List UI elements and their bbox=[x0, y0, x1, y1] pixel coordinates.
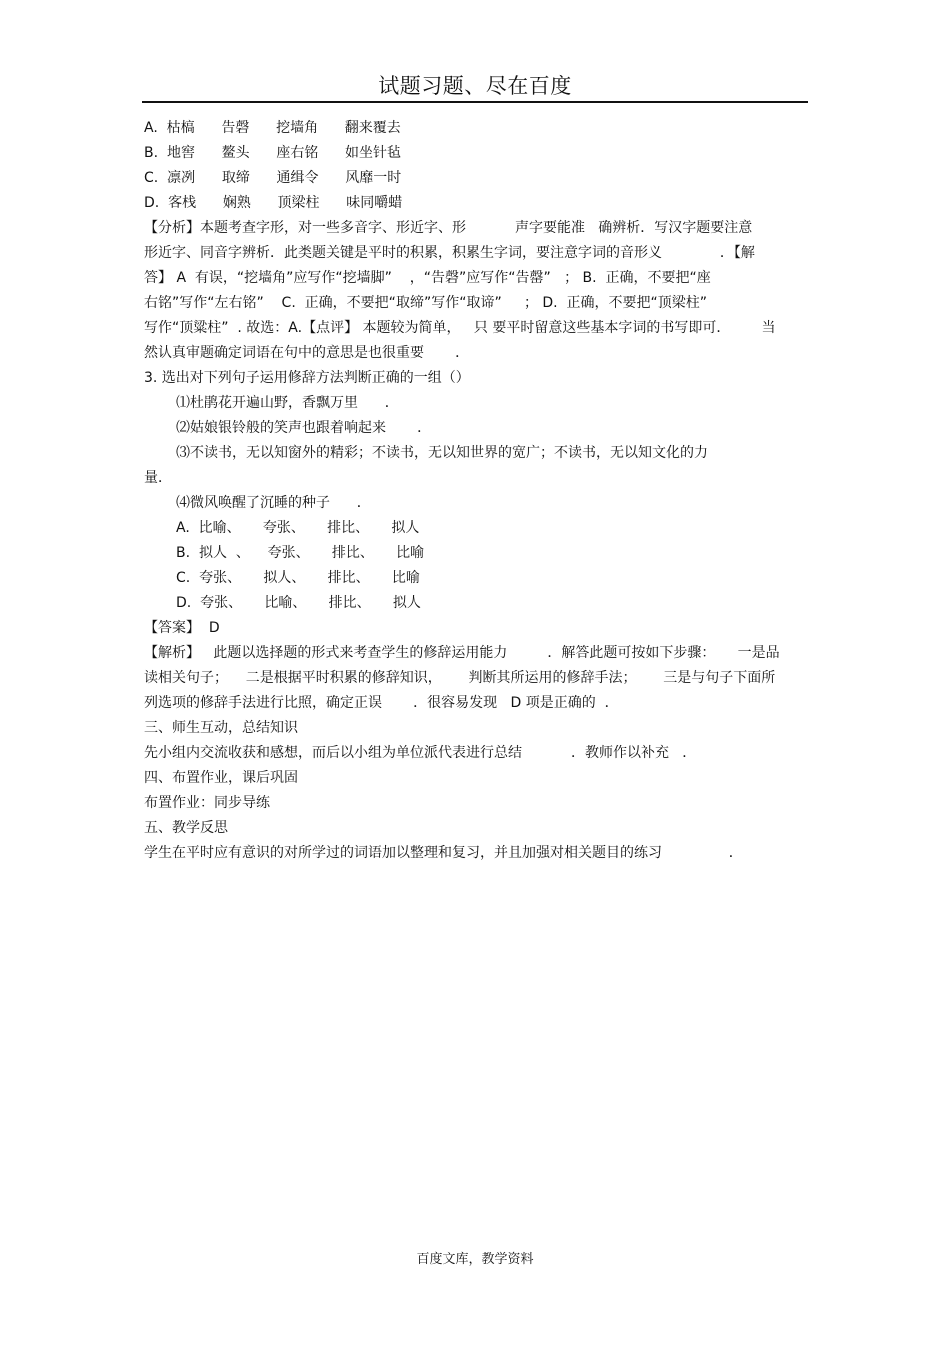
q3-explanation-line: 读相关句子； 二是根据平时积累的修辞知识， 判断其所运用的修辞手法； 三是与句子下面所 bbox=[144, 670, 776, 686]
q3-explanation-line: 列选项的修辞手法进行比照，确定正误 ．很容易发现 D 项是正确的 ． bbox=[144, 695, 619, 711]
header-divider bbox=[142, 101, 808, 103]
section-text-interaction: 先小组内交流收获和感想，而后以小组为单位派代表进行总结 ．教师作以补充 ． bbox=[144, 745, 697, 761]
section-heading-interaction: 三、师生互动，总结知识 bbox=[144, 720, 298, 736]
q3-sentence-4: ⑷微风唤醒了沉睡的种子 ． bbox=[176, 495, 371, 511]
analysis-line: 然认真审题确定词语在句中的意思是也很重要 ． bbox=[144, 345, 470, 361]
section-text-homework: 布置作业：同步导练 bbox=[144, 795, 270, 811]
section-heading-reflection: 五、教学反思 bbox=[144, 820, 228, 836]
analysis-line: 答】 A 有误，“挖墙角”应写作“挖墙脚” ，“告磬”应写作“告罄” ； B. 正确，不要把“座 bbox=[144, 270, 711, 286]
document-body bbox=[144, 116, 808, 866]
q2-option-a: A. 枯槁 告磬 挖墙角 翻来覆去 bbox=[144, 120, 401, 136]
section-text-reflection: 学生在平时应有意识的对所学过的词语加以整理和复习，并且加强对相关题目的练习 ． bbox=[144, 845, 743, 861]
q2-option-c: C. 凛冽 取缔 通缉令 风靡一时 bbox=[144, 170, 402, 186]
q3-option-a: A. 比喻、 夸张、 排比、 拟人 bbox=[176, 520, 420, 536]
q3-sentence-1: ⑴杜鹃花开遍山野，香飘万里 ． bbox=[176, 395, 399, 411]
q3-answer: 【答案】 D bbox=[144, 620, 220, 636]
q3-option-b: B. 拟人 、 夸张、 排比、 比喻 bbox=[176, 545, 425, 561]
q3-sentence-2: ⑵姑娘银铃般的笑声也跟着响起来 ． bbox=[176, 420, 432, 436]
page-header-title: 试题习题、尽在百度 bbox=[378, 74, 572, 98]
q3-stem: 3. 选出对下列句子运用修辞方法判断正确的一组（） bbox=[144, 370, 470, 386]
analysis-line: 右铭”写作“左右铭” C. 正确，不要把“取缔”写作“取谛” ； D. 正确，不要把“顶梁柱” bbox=[144, 295, 708, 311]
q3-sentence-3-continued: 量． bbox=[144, 470, 172, 486]
page-footer: 百度文库，教学资料 bbox=[416, 1252, 534, 1267]
q3-option-c: C. 夸张、 拟人、 排比、 比喻 bbox=[176, 570, 420, 586]
q2-option-d: D. 客栈 娴熟 顶梁柱 味同嚼蜡 bbox=[144, 195, 403, 211]
analysis-line: 【分析】本题考查字形，对一些多音字、形近字、形 声字要能准 确辨析．写汉字题要注意 bbox=[144, 220, 753, 236]
q3-option-d: D. 夸张、 比喻、 排比、 拟人 bbox=[176, 595, 421, 611]
q3-sentence-3: ⑶不读书，无以知窗外的精彩；不读书，无以知世界的宽广；不读书，无以知文化的力 bbox=[176, 445, 708, 461]
analysis-line: 形近字、同音字辨析．此类题关键是平时的积累，积累生字词，要注意字词的音形义 ．【解 bbox=[144, 245, 755, 261]
q3-explanation-line: 【解析】 此题以选择题的形式来考查学生的修辞运用能力 ．解答此题可按如下步骤： 一是品 bbox=[144, 645, 780, 661]
q2-option-b: B. 地窖 鳌头 座右铭 如坐针毡 bbox=[144, 145, 402, 161]
analysis-line: 写作“顶粱柱” . 故选：A.【点评】 本题较为简单， 只 要平时留意这些基本字词的书写即可． 当 bbox=[144, 320, 776, 336]
section-heading-homework: 四、布置作业，课后巩固 bbox=[144, 770, 298, 786]
